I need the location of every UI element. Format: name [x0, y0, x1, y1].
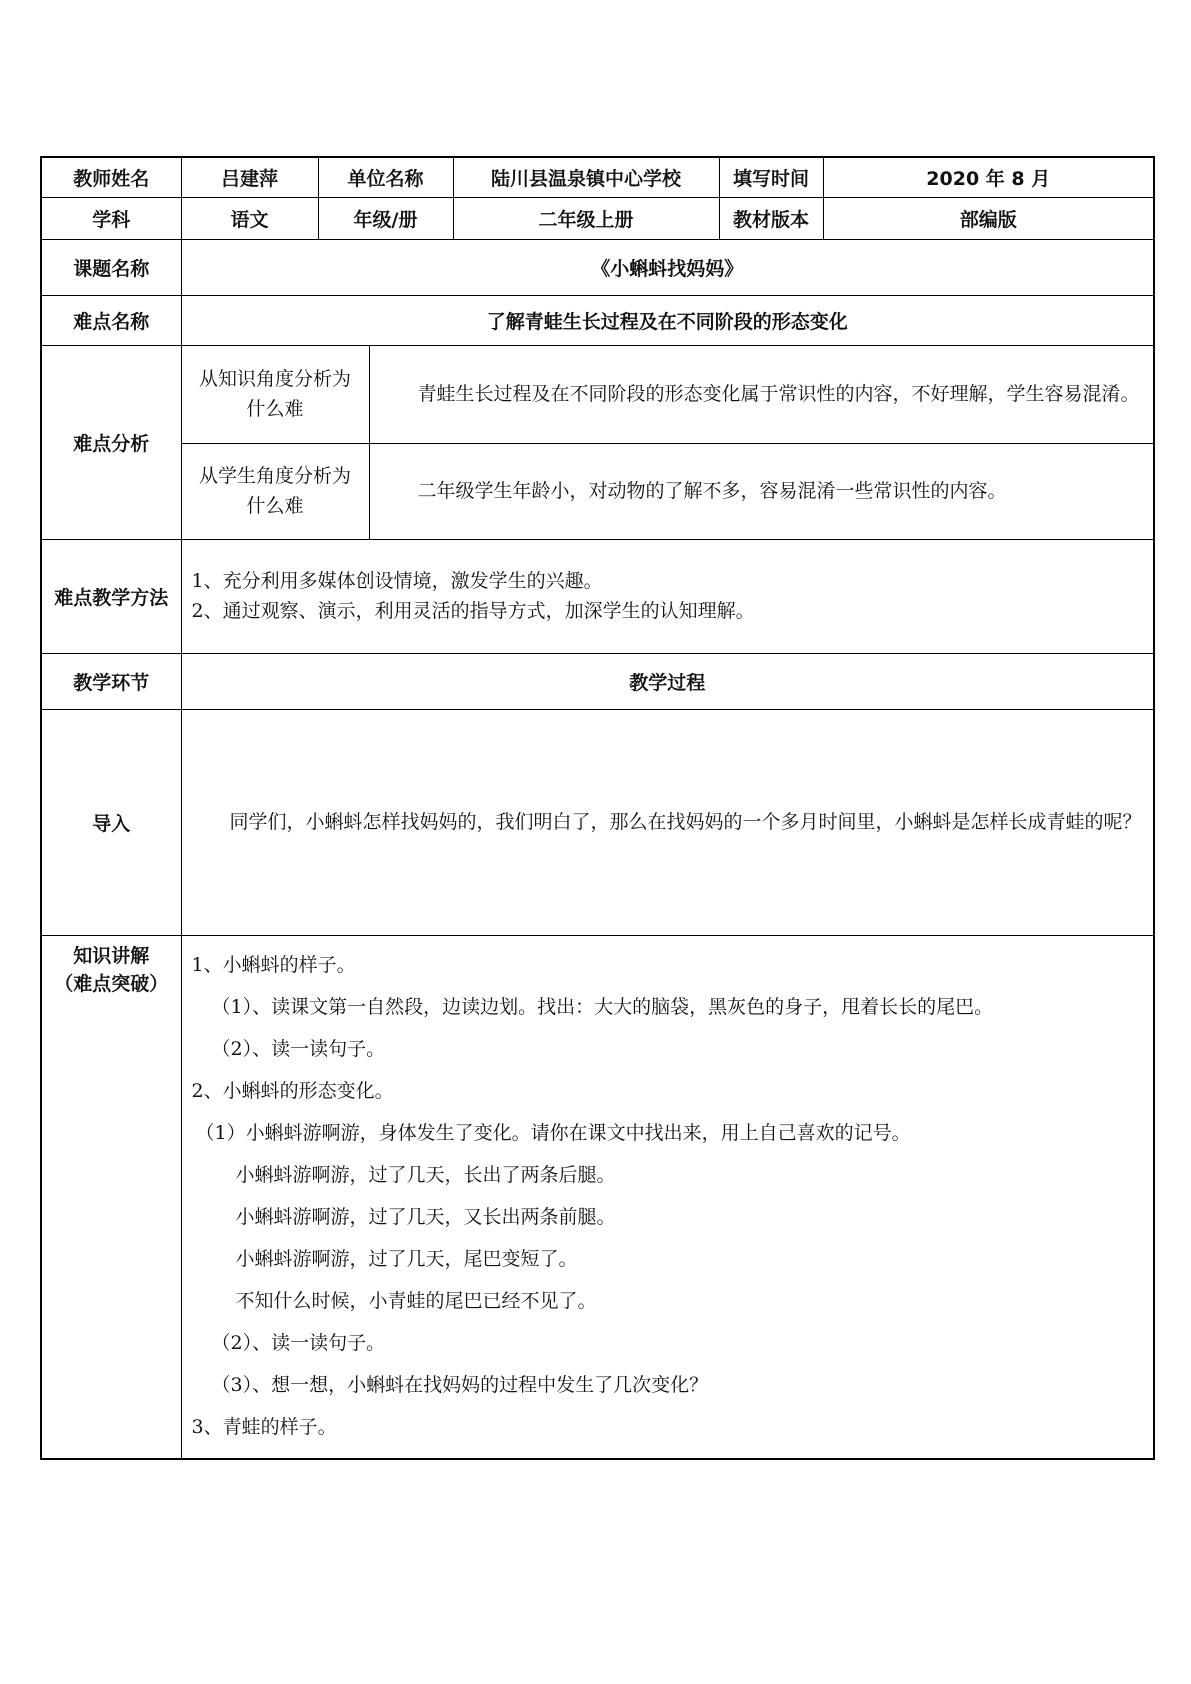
knowledge-line: 3、青蛙的样子。: [191, 1415, 337, 1438]
edition-value: 部编版: [823, 197, 1154, 239]
difficulty-label: 难点名称: [41, 295, 181, 345]
topic-row: [41, 239, 1154, 295]
grade-label: 年级/册: [318, 197, 453, 239]
time-label: 填写时间: [719, 157, 823, 197]
topic-label: 课题名称: [41, 239, 181, 295]
unit-value: 陆川县温泉镇中心学校: [453, 157, 719, 197]
knowledge-label: 知识讲解: [73, 944, 150, 967]
subject-value: 语文: [181, 197, 318, 239]
intro-label: 导入: [41, 709, 181, 935]
knowledge-line: （3）、想一想，小蝌蚪在找妈妈的过程中发生了几次变化？: [211, 1373, 709, 1396]
edition-label: 教材版本: [719, 197, 823, 239]
knowledge-sublabel: （难点突破）: [54, 972, 169, 995]
methods-row: [41, 539, 1154, 653]
knowledge-row: [41, 935, 1154, 1459]
knowledge-angle-label: 从知识角度分析为什么难: [181, 345, 369, 443]
method-item: 2、通过观察、演示，利用灵活的指导方式，加深学生的认知理解。: [191, 600, 755, 622]
topic-value: 《小蝌蚪找妈妈》: [181, 239, 1154, 295]
methods-content: [181, 539, 1154, 653]
knowledge-line: 小蝌蚪游啊游，过了几天，长出了两条后腿。: [235, 1163, 616, 1186]
process-step-label: 教学环节: [41, 653, 181, 709]
time-value: 2020 年 8 月: [823, 157, 1154, 197]
difficulty-value: 了解青蛙生长过程及在不同阶段的形态变化: [181, 295, 1154, 345]
knowledge-line: （1）、读课文第一自然段，边读边划。找出：大大的脑袋，黑灰色的身子，甩着长长的尾巴。: [211, 995, 994, 1018]
subject-label: 学科: [41, 197, 181, 239]
analysis-student-row: [41, 443, 1154, 539]
knowledge-line: （1）小蝌蚪游啊游，身体发生了变化。请你在课文中找出来，用上自己喜欢的记号。: [195, 1121, 911, 1144]
header-row-2: [41, 197, 1154, 239]
grade-value: 二年级上册: [453, 197, 719, 239]
student-angle-text: 二年级学生年龄小，对动物的了解不多，容易混淆一些常识性的内容。: [369, 443, 1154, 539]
student-angle-label: 从学生角度分析为什么难: [181, 443, 369, 539]
knowledge-angle-text: 青蛙生长过程及在不同阶段的形态变化属于常识性的内容，不好理解，学生容易混淆。: [369, 345, 1154, 443]
process-header-row: [41, 653, 1154, 709]
intro-text: 同学们，小蝌蚪怎样找妈妈的，我们明白了，那么在找妈妈的一个多月时间里，小蝌蚪是怎样长成青蛙的呢？: [181, 709, 1154, 935]
lesson-plan-table: [40, 156, 1155, 1460]
analysis-label: 难点分析: [41, 345, 181, 539]
method-item: 1、充分利用多媒体创设情境，激发学生的兴趣。: [191, 570, 603, 592]
intro-row: [41, 709, 1154, 935]
lesson-plan-page: [40, 156, 1153, 1460]
teacher-value: 吕建萍: [181, 157, 318, 197]
knowledge-line: （2）、读一读句子。: [211, 1037, 386, 1060]
process-label: 教学过程: [181, 653, 1154, 709]
knowledge-content: [181, 935, 1154, 1459]
difficulty-row: [41, 295, 1154, 345]
teacher-label: 教师姓名: [41, 157, 181, 197]
knowledge-line: （2）、读一读句子。: [211, 1331, 386, 1354]
knowledge-label-cell: [41, 935, 181, 1459]
analysis-knowledge-row: [41, 345, 1154, 443]
knowledge-line: 小蝌蚪游啊游，过了几天，尾巴变短了。: [235, 1247, 578, 1270]
knowledge-line: 不知什么时候，小青蛙的尾巴已经不见了。: [235, 1289, 597, 1312]
knowledge-line: 1、小蝌蚪的样子。: [191, 953, 356, 976]
unit-label: 单位名称: [318, 157, 453, 197]
knowledge-line: 2、小蝌蚪的形态变化。: [191, 1079, 394, 1102]
methods-label: 难点教学方法: [41, 539, 181, 653]
knowledge-line: 小蝌蚪游啊游，过了几天，又长出两条前腿。: [235, 1205, 616, 1228]
header-row-1: [41, 157, 1154, 197]
